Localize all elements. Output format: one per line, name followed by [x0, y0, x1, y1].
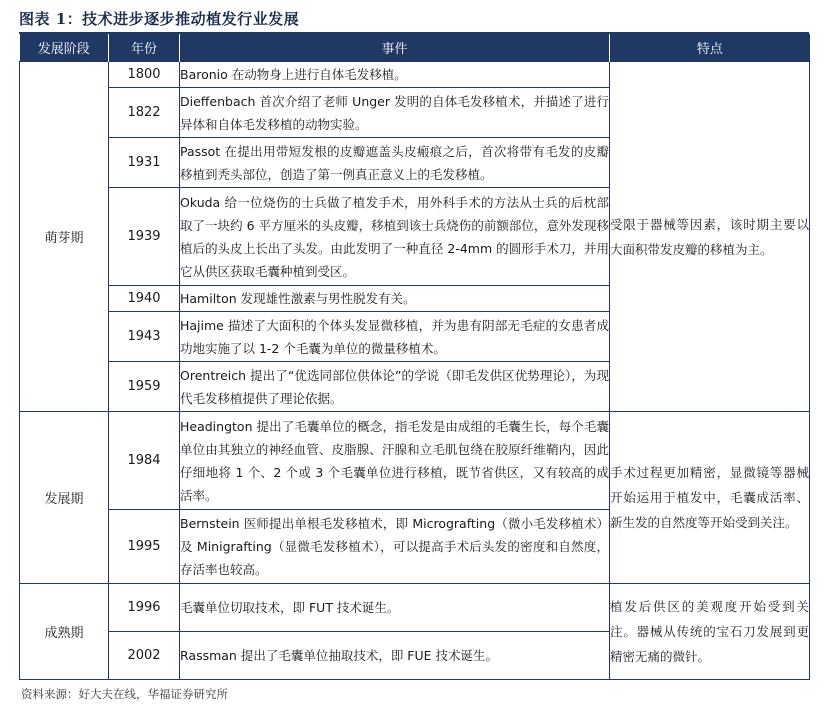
history-table	[19, 34, 810, 680]
feature-cell: 受限于器械等因素，该时期主要以大面积带发皮瓣的移植为主。	[610, 62, 810, 412]
year-cell: 1995	[109, 510, 180, 584]
event-cell: Orentreich 提出了“优选同部位供体论”的学说（即毛发供区优势理论），为现代毛发移植提供了理论依据。	[180, 362, 610, 412]
event-cell: Rassman 提出了毛囊单位抽取技术，即 FUE 技术诞生。	[180, 632, 610, 680]
stage-cell: 萌芽期	[20, 62, 109, 412]
stage-cell: 发展期	[20, 412, 109, 584]
header-stage: 发展阶段	[20, 34, 109, 62]
event-cell: Passot 在提出用带短发根的皮瓣遮盖头皮瘢痕之后，首次将带有毛发的皮瓣移植到秃头部位，创造了第一例真正意义上的毛发移植。	[180, 138, 610, 188]
feature-cell: 手术过程更加精密，显微镜等器械开始运用于植发中，毛囊成活率、新生发的自然度等开始受到关注。	[610, 412, 810, 584]
feature-cell: 植发后供区的美观度开始受到关注。器械从传统的宝石刀发展到更精密无痛的微针。	[610, 584, 810, 680]
year-cell: 1800	[109, 62, 180, 88]
header-event: 事件	[180, 34, 610, 62]
event-cell: 毛囊单位切取技术，即 FUT 技术诞生。	[180, 584, 610, 632]
year-cell: 1940	[109, 286, 180, 312]
year-cell: 1939	[109, 188, 180, 286]
event-cell: Baronio 在动物身上进行自体毛发移植。	[180, 62, 610, 88]
event-cell: Hamilton 发现雄性激素与男性脱发有关。	[180, 286, 610, 312]
event-cell: Bernstein 医师提出单根毛发移植术，即 Micrografting（微小毛发移植术）及 Minigrafting（显微毛发移植术），可以提高手术后头发的密度和自然度，存活率也较高。	[180, 510, 610, 584]
year-cell: 1996	[109, 584, 180, 632]
year-cell: 1822	[109, 88, 180, 138]
header-year: 年份	[109, 34, 180, 62]
event-cell: Dieffenbach 首次介绍了老师 Unger 发明的自体毛发移植术，并描述了进行异体和自体毛发移植的动物实验。	[180, 88, 610, 138]
stage-cell: 成熟期	[20, 584, 109, 680]
event-cell: Okuda 给一位烧伤的士兵做了植发手术，用外科手术的方法从士兵的后枕部取了一块约 6 平方厘米的头皮瓣，移植到该士兵烧伤的前额部位，意外发现移植后的头皮上长出了头发。由此发明了一种直径 2-4mm 的圆形手术刀，并用它从供区获取毛囊种植到受区。	[180, 188, 610, 286]
figure-title: 图表 1：技术进步逐步推动植发行业发展	[19, 10, 300, 28]
year-cell: 1931	[109, 138, 180, 188]
event-cell: Hajime 描述了大面积的个体头发显微移植，并为患有阴部无毛症的女患者成功地实施了以 1-2 个毛囊为单位的微量移植术。	[180, 312, 610, 362]
year-cell: 2002	[109, 632, 180, 680]
table-row	[20, 584, 810, 632]
table-row	[20, 62, 810, 88]
year-cell: 1959	[109, 362, 180, 412]
source-note: 资料来源：好大夫在线，华福证券研究所	[21, 687, 228, 701]
header-feature: 特点	[610, 34, 810, 62]
year-cell: 1943	[109, 312, 180, 362]
year-cell: 1984	[109, 412, 180, 510]
header-row	[20, 34, 810, 62]
table-row	[20, 412, 810, 510]
event-cell: Headington 提出了毛囊单位的概念，指毛发是由成组的毛囊生长，每个毛囊单位由其独立的神经血管、皮脂腺、汗腺和立毛肌包绕在胶原纤维鞘内，因此仔细地将 1 个、2 个或 3 个毛囊单位进行移植，既节省供区，又有较高的成活率。	[180, 412, 610, 510]
